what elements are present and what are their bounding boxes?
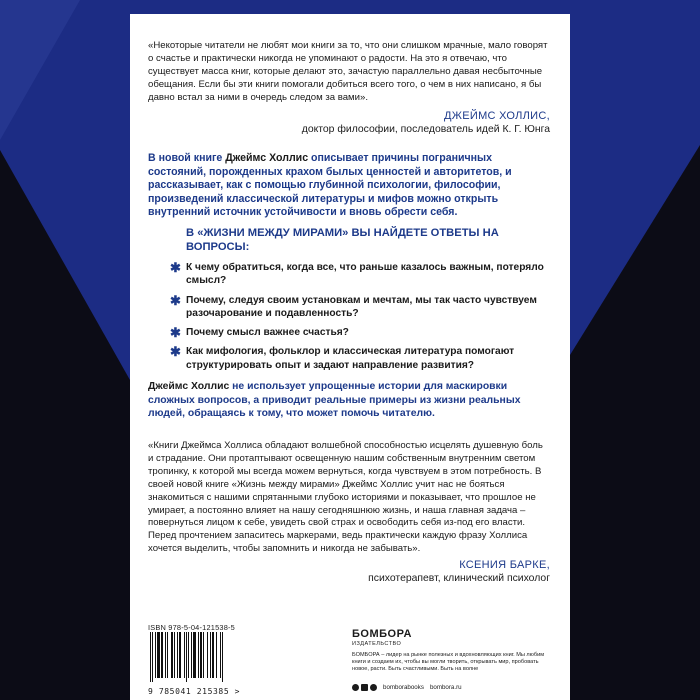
asterisk-icon: ✱ <box>170 260 181 275</box>
barcode-bar <box>220 632 221 678</box>
barcode-bar <box>155 632 156 678</box>
isbn-label: ISBN 978-5-04-121538-5 <box>148 623 235 632</box>
barcode-bar <box>157 632 160 678</box>
barcode-bar <box>174 632 175 678</box>
list-item: ✱ К чему обратиться, когда все, что раньше казалось важным, потеряло смысл? <box>170 260 544 287</box>
quote-hollis <box>148 40 550 136</box>
quote-barke <box>148 440 550 585</box>
intro-part1: В новой книге <box>148 152 226 164</box>
barcode-bar <box>210 632 211 678</box>
para2-text: не использует упрощенные истории для маскировки сложных вопросов, а приводит реальные примеры из жизни реальных людей, обращаясь к тому, что может помочь читателю. <box>148 381 521 420</box>
barcode-bar <box>165 632 166 678</box>
barcode-bar <box>200 632 202 678</box>
intro-author: Джеймс Холлис <box>225 152 309 164</box>
instagram-icon <box>370 684 377 691</box>
publisher-url: bombora.ru <box>429 684 462 691</box>
list-item: ✱ Почему смысл важнее счастья? <box>170 325 349 341</box>
barcode-bar <box>198 632 199 678</box>
publisher-social <box>352 684 462 691</box>
barcode-bar <box>171 632 173 678</box>
asterisk-icon: ✱ <box>170 292 181 308</box>
questions-section <box>148 226 550 378</box>
quote-hollis-role: доктор философии, последователь идей К. Г. Юнга <box>301 123 550 135</box>
barcode-bar <box>188 632 189 678</box>
barcode-bar <box>184 632 185 678</box>
barcode-bar <box>216 632 217 678</box>
barcode-bar <box>207 632 208 678</box>
quote-barke-author: КСЕНИЯ БАРКЕ, <box>459 559 550 572</box>
asterisk-icon: ✱ <box>170 344 181 360</box>
quote-barke-role: психотерапевт, клинический психолог <box>368 573 550 585</box>
intro-part2: описывает причины пограничных состояний, порожденных крахом былых ценностей и авторитетов, и рассказывает, как с помощью глубинной психологии, философии, произведений классической литературы и мифов можно открыть внутренний источник устойчивости и вновь обрести себя. <box>148 152 512 219</box>
barcode-bar <box>191 632 192 678</box>
questions-heading: В «ЖИЗНИ МЕЖДУ МИРАМИ» ВЫ НАЙДЕТЕ ОТВЕТЫ НА ВОПРОСЫ: <box>186 227 499 253</box>
quote-barke-text2: Перед прочтением запаситесь маркерами, ведь практически каждую фразу Холлиса хочется выделить, чтобы запомнить и никогда не забывать». <box>148 530 528 555</box>
isbn-barcode <box>148 623 254 696</box>
barcode-bar <box>150 632 151 682</box>
isbn-digits: 9 785041 215385 > <box>148 687 241 696</box>
barcode-bar <box>152 632 153 682</box>
para2-author: Джеймс Холлис <box>148 381 230 392</box>
barcode-bar <box>212 632 214 678</box>
barcode-bar <box>167 632 168 678</box>
publisher-handle: bomborabooks <box>383 684 424 691</box>
questions-list <box>148 261 550 372</box>
barcode-bar <box>203 632 204 678</box>
barcode-bar <box>193 632 196 678</box>
publisher-description: БОМБОРА – лидер на рынке полезных и вдохновляющих книг. Мы любим книги и создаем их, чтобы вы могли творить, открывать мир, пробовать новое, расти. Быть счастливыми. Быть на волне <box>352 652 545 672</box>
barcode-bars <box>148 632 254 682</box>
second-paragraph <box>148 380 550 421</box>
list-item: ✱ Почему, следуя своим установкам и мечтам, мы так часто чувствуем разочарование и подавленность? <box>170 292 537 319</box>
publisher-logo-sub: ИЗДАТЕЛЬСТВО <box>352 641 402 647</box>
quote-hollis-text: «Некоторые читатели не любят мои книги за то, что они слишком мрачные, мало говорят о счастье и практически никогда не упоминают о радости. На это я отвечаю, что существует масса книг, которые делают это, зачастую параллельно давая несбыточные обещания. Если бы эти книги помогали добиться всего того, о чем в них написано, я бы давно встал за ними в очередь следом за вами». <box>148 40 548 103</box>
vk-icon <box>361 684 368 691</box>
asterisk-icon: ✱ <box>170 325 181 341</box>
barcode-bar <box>161 632 163 678</box>
list-item: ✱ Как мифология, фольклор и классическая литература помогают структурировать опыт и задают направление развития? <box>170 344 515 371</box>
intro-paragraph <box>148 152 550 220</box>
barcode-bar <box>177 632 178 678</box>
barcode-bar <box>179 632 181 678</box>
quote-barke-text: «Книги Джеймса Холлиса обладают волшебной способностью исцелять душевную боль и страдание. Они протаптывают освещенную нашим собственным внутренним светом тропинку, к которой мы всегда можем вернуться, когда чувствуем в этом потребность. В своей новой книге «Жизнь между мирами» Джеймс Холлис учит нас не бояться знакомиться с нашими спрятанными глубоко историями и показывает, что прошлое не умирает, а постоянно влияет на нашу сегодняшнюю жизнь, и наша главная задача – повернуться лицом к себе, увидеть свой страх и освободить себя из-под его власти. <box>148 440 543 529</box>
quote-hollis-author: ДЖЕЙМС ХОЛЛИС, <box>444 109 550 122</box>
barcode-bar <box>222 632 223 682</box>
facebook-icon <box>352 684 359 691</box>
barcode-bar <box>186 632 187 682</box>
publisher-logo: БОМБОРА <box>352 628 412 640</box>
